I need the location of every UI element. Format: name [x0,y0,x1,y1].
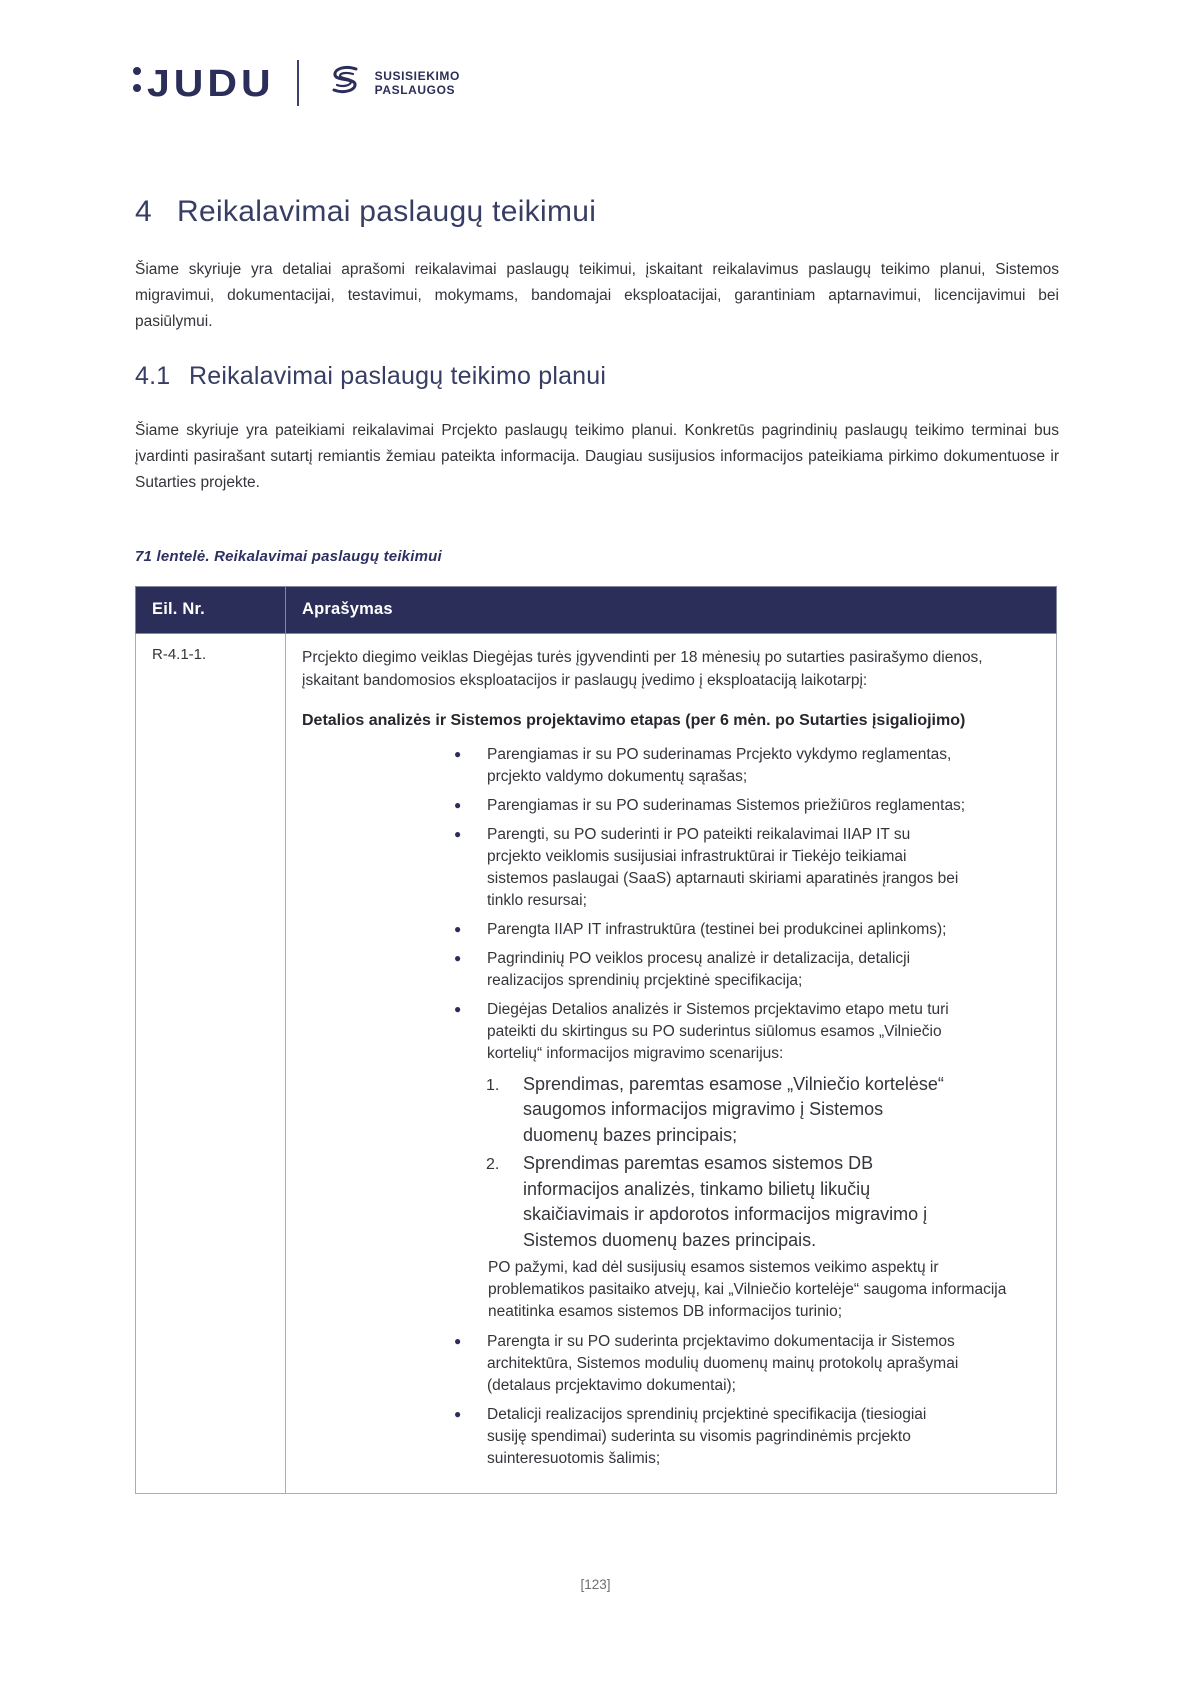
org-name-line2: PASLAUGOS [374,83,456,97]
section-4-1-heading [135,362,606,391]
numbered-list-item [486,1072,1042,1149]
requirements-table [135,586,1057,1494]
bullet-list-item [454,948,1042,992]
judu-logo [133,63,275,104]
cell-paragraph: Prcjekto diegimo veiklas Diegėjas turės įgyvendinti per 18 mėnesių po sutarties pasirašymo dienos, įskaitant bandomosios eksploatacijos ir paslaugų įvedimo į eksploataciją laikotarpį: [302,649,983,690]
section-4-1-title: Reikalavimai paslaugų teikimo planui [189,362,607,390]
judu-dots-icon [133,67,141,92]
bullet-icon: ● [454,950,462,965]
bullet-text: Parengta ir su PO suderinta prcjektavimo dokumentacija ir Sistemos architektūra, Sistemos modulių duomenų mainų protokolų aprašymai (detalaus prcjektavimo dokumentai); [487,1332,959,1394]
number-label: 1. [486,1076,500,1094]
row-description-cell [286,634,1057,1494]
bullet-list-item [454,919,1042,941]
table-header-row [136,587,1057,634]
numbered-text: Sprendimas paremtas esamos sistemos DB informacijos analizės, tinkamo bilietų likučių skaičiavimais ir apdorotos informacijos migravimo į Sistemos duomenų bazes principais. [523,1153,928,1250]
bullet-list-item [454,1404,1042,1470]
section-4-number: 4 [135,195,152,228]
table-row [136,634,1057,1494]
number-label: 2. [486,1156,500,1174]
header-logo-bar [133,60,460,106]
bullet-text: Diegėjas Detalios analizės ir Sistemos prcjektavimo etapo metu turi pateikti du skirtingus su PO suderintus siūlomus esamos „Vilniečio kortelių“ informacijos migravimo scenarijus: [487,1000,949,1062]
column-header-eil-nr: Eil. Nr. [136,587,286,634]
section-4-heading [135,195,596,229]
susisiekimo-paslaugos-icon [325,61,365,106]
column-header-aprasymas: Aprašymas [286,587,1057,634]
bullet-text: Parengiamas ir su PO suderinamas Prcjekto vykdymo reglamentas, prcjekto valdymo dokumentų sąrašas; [487,745,952,785]
section-4-title: Reikalavimai paslaugų teikimui [177,195,597,228]
org-name-line1: SUSISIEKIMO [374,68,460,83]
org-name [375,69,460,98]
bullet-list-item [454,1331,1042,1397]
bullet-list-item [454,824,1042,912]
table-caption: 71 lentelė. Reikalavimai paslaugų teikimui [135,548,442,565]
bullet-icon: ● [454,1406,462,1421]
numbered-text: Sprendimas, paremtas esamose „Vilniečio kortelėse“ saugomos informacijos migravimo į Sistemos duomenų bazes principais; [523,1073,944,1145]
bullet-text: Pagrindinių PO veiklos procesų analizė ir detalizacija, detalicji realizacijos sprendinių prcjektinė specifikacija; [487,949,911,989]
bullet-list-item [454,999,1042,1065]
bullet-icon: ● [454,746,462,761]
bullet-list-item [454,795,1042,817]
bullet-text: Parengiamas ir su PO suderinamas Sistemos priežiūros reglamentas; [487,796,966,814]
cell-note-paragraph: PO pažymi, kad dėl susijusių esamos sistemos veikimo aspektų ir problematikos pasitaiko atvejų, kai „Vilniečio kortelėje“ saugoma informacija neatitinka esamos sistemos DB informacijos turinio; [488,1258,1007,1320]
section-4-1-paragraph: Šiame skyriuje yra pateikiami reikalavimai Prcjekto paslaugų teikimo planui. Konkretūs pagrindinių paslaugų teikimo terminai bus įvardinti pasirašant sutartį remiantis žemiau pateikta informacija. Daugiau susijusios informacijos pateikiama pirkimo dokumentuose ir Sutarties projekte. [135,422,1059,492]
bullet-icon: ● [454,826,462,841]
row-id-cell: R-4.1-1. [136,634,286,1494]
bullet-text: Detalicji realizacijos sprendinių prcjektinė specifikacija (tiesiogiai susiję spendimai) suderinta su visomis pagrindinėmis prcjekto suinteresuotomis šalimis; [487,1405,927,1467]
bullet-icon: ● [454,797,462,812]
section-4-paragraph: Šiame skyriuje yra detaliai aprašomi reikalavimai paslaugų teikimui, įskaitant reikalavimus paslaugų teikimo planui, Sistemos migravimui, dokumentacijai, testavimui, mokymams, bandomajai eksploatacijai, garantiniam aptarnavimui, licencijavimui bei pasiūlymui. [135,261,1059,331]
page-number: [123] [580,1577,611,1592]
section-4-1-number: 4.1 [135,362,171,390]
logo-divider [297,60,299,106]
bullet-icon: ● [454,921,462,936]
bullet-icon: ● [454,1001,462,1016]
judu-wordmark: JUDU [147,61,275,104]
numbered-list-item [486,1151,1042,1253]
bullet-icon: ● [454,1333,462,1348]
bullet-text: Parengti, su PO suderinti ir PO pateikti reikalavimai IIAP IT su prcjekto veiklomis susijusiai infrastruktūrai ir Tiekėjo teikiamai sistemos paslaugai (SaaS) aptarnauti skiriami aparatinės įrangos bei tinklo resursai; [487,825,959,909]
cell-subheading: Detalios analizės ir Sistemos projektavimo etapas (per 6 mėn. po Sutarties įsigaliojimo) [302,711,966,729]
bullet-text: Parengta IIAP IT infrastruktūra (testinei bei produkcinei aplinkoms); [487,920,947,938]
bullet-list-item [454,744,1042,788]
